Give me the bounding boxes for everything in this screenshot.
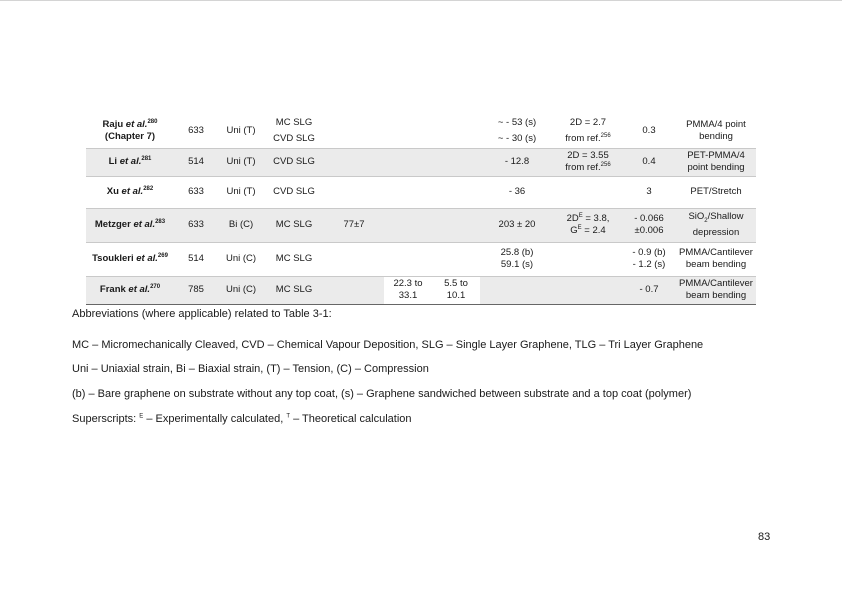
col6-cell [384, 114, 432, 148]
strain-cell: Bi (C) [218, 208, 264, 242]
page-number: 83 [758, 531, 771, 543]
wavelength-cell: 514 [174, 242, 218, 276]
substrate-cell: PMMA/4 point bending [676, 114, 756, 148]
substrate-cell: PET-PMMA/4 point bending [676, 148, 756, 176]
gruneisen-cell [554, 242, 622, 276]
table-row [86, 114, 756, 148]
gruneisen-cell: $2D^E = 3.8$, $G^E = 2.4$ [554, 208, 622, 242]
table-row [86, 242, 756, 276]
col5-cell [324, 148, 384, 176]
author-cell: Raju et al.$^{280}$ (Chapter 7) [86, 114, 174, 148]
poisson-cell: 0.3 [622, 114, 676, 148]
wavelength-cell: 785 [174, 276, 218, 304]
strain-cell: Uni (T) [218, 176, 264, 208]
shift-cell: - 36 [480, 176, 554, 208]
strain-cell: Uni (T) [218, 148, 264, 176]
wavelength-cell: 633 [174, 114, 218, 148]
col5-cell [324, 242, 384, 276]
table-row [86, 208, 756, 242]
author-cell: Li et al.$^{281}$ [86, 148, 174, 176]
abbreviation-line-strain: Uni – Uniaxial strain, Bi – Biaxial strain, (T) – Tension, (C) – Compression [72, 363, 429, 375]
shift-cell: 203 ± 20 [480, 208, 554, 242]
poisson-cell: - 0.9 (b) - 1.2 (s) [622, 242, 676, 276]
col7-cell [432, 208, 480, 242]
col5-cell [324, 114, 384, 148]
gruneisen-cell [554, 276, 622, 304]
substrate-cell: PET/Stretch [676, 176, 756, 208]
table-row [86, 176, 756, 208]
poisson-cell: - 0.066 ±0.006 [622, 208, 676, 242]
material-cell: CVD SLG [264, 176, 324, 208]
abbreviations-heading: Abbreviations (where applicable) related to Table 3-1: [72, 308, 332, 320]
strain-data-table [86, 114, 756, 305]
material-cell: MC SLG CVD SLG [264, 114, 324, 148]
wavelength-cell: 633 [174, 176, 218, 208]
shift-cell: - 12.8 [480, 148, 554, 176]
strain-cell: Uni (C) [218, 242, 264, 276]
col7-cell [432, 114, 480, 148]
poisson-cell: 3 [622, 176, 676, 208]
col5-cell [324, 276, 384, 304]
col7-cell [432, 148, 480, 176]
col6-cell [384, 242, 432, 276]
wavelength-cell: 633 [174, 208, 218, 242]
col5-cell: 77±7 [324, 208, 384, 242]
col6-cell [384, 208, 432, 242]
gruneisen-cell: 2D = 2.7 from ref.$^{256}$ [554, 114, 622, 148]
strain-cell: Uni (T) [218, 114, 264, 148]
col7-cell [432, 242, 480, 276]
gruneisen-cell [554, 176, 622, 208]
page-top-border [0, 0, 842, 1]
author-cell: Frank et al.$^{270}$ [86, 276, 174, 304]
strain-cell: Uni (C) [218, 276, 264, 304]
abbreviation-line-coating: (b) – Bare graphene on substrate without any top coat, (s) – Graphene sandwiched between substrate and a top coat (polymer) [72, 388, 692, 400]
shift-cell: 25.8 (b) 59.1 (s) [480, 242, 554, 276]
material-cell: MC SLG [264, 208, 324, 242]
col5-cell [324, 176, 384, 208]
table-row [86, 276, 756, 304]
table-row [86, 148, 756, 176]
material-cell: MC SLG [264, 242, 324, 276]
poisson-cell: - 0.7 [622, 276, 676, 304]
substrate-cell: SiO$_2$/Shallow depression [676, 208, 756, 242]
shift-cell [480, 276, 554, 304]
author-cell: Metzger et al.$^{283}$ [86, 208, 174, 242]
col6-cell: 22.3 to 33.1 [384, 276, 432, 304]
abbreviation-line-superscripts: Superscripts: $^E$ – Experimentally calculated, $^T$ – Theoretical calculation [72, 413, 412, 425]
material-cell: CVD SLG [264, 148, 324, 176]
col7-cell [432, 176, 480, 208]
substrate-cell: PMMA/Cantilever beam bending [676, 242, 756, 276]
material-cell: MC SLG [264, 276, 324, 304]
abbreviation-line-materials: MC – Micromechanically Cleaved, CVD – Chemical Vapour Deposition, SLG – Single Layer Graphene, TLG – Tri Layer Graphene [72, 339, 704, 351]
author-cell: Tsoukleri et al.$^{269}$ [86, 242, 174, 276]
gruneisen-cell: 2D = 3.55 from ref.$^{256}$ [554, 148, 622, 176]
shift-cell: ~ - 53 (s) ~ - 30 (s) [480, 114, 554, 148]
author-cell: Xu et al.$^{282}$ [86, 176, 174, 208]
col6-cell [384, 176, 432, 208]
col6-cell [384, 148, 432, 176]
col7-cell: 5.5 to 10.1 [432, 276, 480, 304]
wavelength-cell: 514 [174, 148, 218, 176]
poisson-cell: 0.4 [622, 148, 676, 176]
substrate-cell: PMMA/Cantilever beam bending [676, 276, 756, 304]
